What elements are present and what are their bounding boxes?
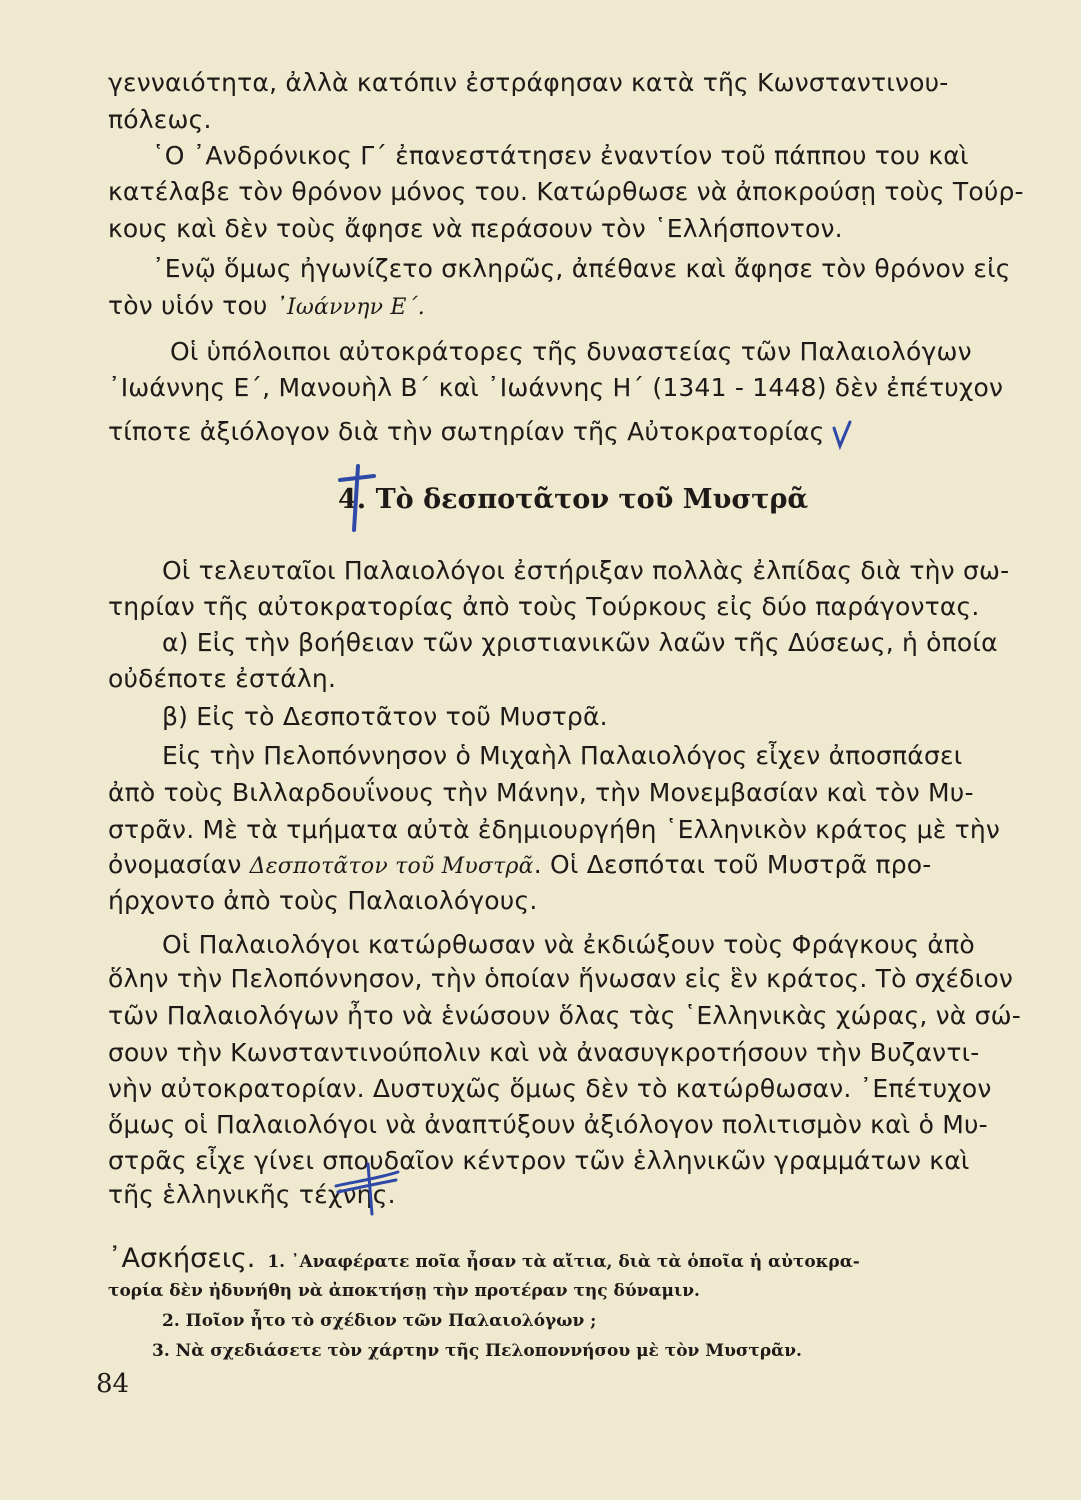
text-line: οὐδέποτε ἐστάλη. (108, 664, 337, 693)
text-line: κατέλαβε τὸν θρόνον μόνος του. Κατώρθωσε νὰ ἀποκρούσῃ τοὺς Τούρ- (108, 177, 1024, 206)
text-fragment: τῆς ἑλληνικῆς τέχνης. (108, 1180, 396, 1209)
page-number: 84 (96, 1369, 130, 1399)
exercise-line: τορία δὲν ἠδυνήθη νὰ ἀποκτήσῃ τὴν προτέραν της δύναμιν. (108, 1281, 700, 1301)
text-line: Οἱ ὑπόλοιποι αὐτοκράτορες τῆς δυναστείας τῶν Παλαιολόγων (170, 337, 972, 366)
italic-despotate: Δεσποτᾶτον τοῦ Μυστρᾶ (249, 854, 534, 879)
exercise-line (108, 1243, 860, 1274)
text-line: ἀπὸ τοὺς Βιλλαρδουΐνους τὴν Μάνην, τὴν Μονεμβασίαν καὶ τὸν Μυ- (108, 778, 974, 807)
text-line: ᾿Ιωάννης Ε΄, Μανουὴλ Β΄ καὶ ᾿Ιωάννης Η΄ (1341 - 1448) δὲν ἐπέτυχον (108, 373, 1004, 402)
text-line: κους καὶ δὲν τοὺς ἄφησε νὰ περάσουν τὸν ῾Ελλήσποντον. (108, 214, 843, 243)
italic-name: ᾿Ιωάννην Ε΄. (275, 295, 426, 320)
exercises-label: ᾿Ασκήσεις. (108, 1243, 256, 1274)
text-line: πόλεως. (108, 105, 212, 134)
exercise-3: 3. Νὰ σχεδιάσετε τὸν χάρτην τῆς Πελοποννήσου μὲ τὸν Μυστρᾶν. (152, 1341, 802, 1361)
text-line: α) Εἰς τὴν βοήθειαν τῶν χριστιανικῶν λαῶν τῆς Δύσεως, ἡ ὁποία (162, 628, 998, 657)
exercise-2: 2. Ποῖον ἦτο τὸ σχέδιον τῶν Παλαιολόγων ; (162, 1311, 597, 1331)
section-heading (338, 484, 808, 516)
text-fragment: τὸν υἱόν του (108, 291, 268, 320)
text-fragment: ὀνομασίαν (108, 850, 242, 879)
text-line: ήρχοντο ἀπὸ τοὺς Παλαιολόγους. (108, 886, 538, 915)
text-line: τηρίαν τῆς αὐτοκρατορίας ἀπὸ τοὺς Τούρκους εἰς δύο παράγοντας. (108, 592, 980, 621)
pen-check-mark (831, 420, 853, 450)
text-line: Οἱ Παλαιολόγοι κατώρθωσαν νὰ ἐκδιώξουν τοὺς Φράγκους ἀπὸ (162, 930, 975, 959)
pen-cross-mark (334, 464, 378, 534)
text-line: γενναιότητα, ἀλλὰ κατόπιν ἐστράφησαν κατὰ τῆς Κωνσταντινου- (108, 68, 949, 97)
text-line: β) Εἰς τὸ Δεσποτᾶτον τοῦ Μυστρᾶ. (162, 702, 608, 731)
text-line: ὅλην τὴν Πελοπόννησον, τὴν ὁποίαν ἥνωσαν εἰς ἓν κράτος. Τὸ σχέδιον (108, 964, 1013, 993)
text-line: ῾Ο ᾿Ανδρόνικος Γ΄ ἐπανεστάτησεν ἐναντίον τοῦ πάππου του καὶ (152, 141, 969, 170)
text-line (108, 410, 855, 447)
text-line: σουν τὴν Κωνσταντινούπολιν καὶ νὰ ἀνασυγκροτήσουν τὴν Βυζαντι- (108, 1038, 980, 1067)
section-number (338, 484, 376, 515)
text-line: τῶν Παλαιολόγων ἦτο νὰ ἑνώσουν ὅλας τὰς ῾Ελληνικὰς χώρας, νὰ σώ- (108, 1001, 1022, 1030)
pen-end-mark (332, 1160, 402, 1216)
text-line: νὴν αὐτοκρατορίαν. Δυστυχῶς ὅμως δὲν τὸ κατώρθωσαν. ᾿Επέτυχον (108, 1074, 992, 1103)
section-number-text: 4. (338, 484, 367, 515)
section-title: Τὸ δεσποτᾶτον τοῦ Μυστρᾶ (375, 484, 809, 515)
text-line: Οἱ τελευταῖοι Παλαιολόγοι ἐστήριξαν πολλὰς ἐλπίδας διὰ τὴν σω- (162, 556, 1010, 585)
text-line (108, 850, 932, 882)
text-fragment: τίποτε ἀξιόλογον διὰ τὴν σωτηρίαν τῆς Αὐτοκρατορίας (108, 417, 825, 446)
text-line (108, 291, 425, 323)
exercise-1: 1. ᾿Αναφέρατε ποῖα ἦσαν τὰ αἴτια, διὰ τὰ ὁποῖα ἡ αὐτοκρα- (267, 1252, 860, 1272)
text-line: ὅμως οἱ Παλαιολόγοι νὰ ἀναπτύξουν ἀξιόλογον πολιτισμὸν καὶ ὁ Μυ- (108, 1110, 988, 1139)
text-fragment: . Οἱ Δεσπόται τοῦ Μυστρᾶ προ- (533, 850, 932, 879)
text-line: στρᾶς εἶχε γίνει σπουδαῖον κέντρον τῶν ἑλληνικῶν γραμμάτων καὶ (108, 1146, 970, 1175)
text-line: ᾿Ενῷ ὅμως ἠγωνίζετο σκληρῶς, ἀπέθανε καὶ ἄφησε τὸν θρόνον εἰς (152, 254, 1011, 283)
text-line: στρᾶν. Μὲ τὰ τμήματα αὐτὰ ἐδημιουργήθη ῾Ελληνικὸν κράτος μὲ τὴν (108, 815, 1001, 844)
text-line: Εἰς τὴν Πελοπόννησον ὁ Μιχαὴλ Παλαιολόγος εἶχεν ἀποσπάσει (162, 741, 963, 770)
